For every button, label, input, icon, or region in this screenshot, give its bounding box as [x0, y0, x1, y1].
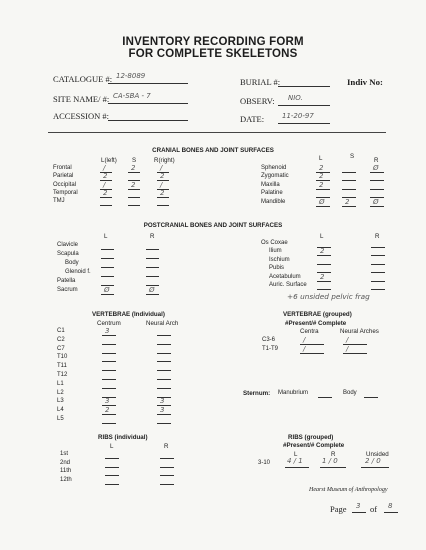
page-label: Page — [330, 504, 347, 514]
form-title-line1: INVENTORY RECORDING FORM — [122, 36, 304, 48]
vert-grp-heading: VERTEBRAE (grouped) — [283, 311, 352, 318]
post-left-r-line — [146, 258, 159, 259]
cranial-right-l[interactable]: 2 — [319, 164, 324, 172]
manubrium-blank[interactable] — [318, 397, 332, 398]
cranial-right-r-line — [370, 206, 384, 207]
vert-centrum[interactable]: 3 — [105, 327, 110, 335]
date-value[interactable]: 11-20-97 — [282, 112, 314, 120]
site-line — [108, 103, 188, 104]
rib-row-label: 11th — [60, 468, 72, 475]
vert-row-label: C7 — [57, 345, 65, 352]
cranial-right-r-line — [370, 180, 384, 181]
cranial-right-col-l: L — [319, 155, 323, 162]
vert-grp-row-label: C3-6 — [262, 337, 276, 343]
post-right-row-label: Acetabulum — [269, 273, 301, 280]
vert-arch[interactable]: 3 — [160, 406, 165, 415]
sternum-body-label: Body — [343, 390, 357, 396]
cranial-right-s-line — [342, 172, 356, 173]
page-total-line — [384, 512, 398, 513]
vert-grp-arches-line — [343, 353, 367, 354]
vert-ind-heading: VERTEBRAE (Individual) — [92, 311, 165, 318]
vert-arch-line — [157, 344, 171, 345]
cranial-left-col-s: S — [132, 157, 137, 164]
post-right-row-label: Os Coxae — [261, 240, 288, 246]
rib-r-blank[interactable] — [160, 467, 174, 468]
post-left-r-line — [146, 267, 159, 268]
ribs-grp-l-value[interactable]: 4 / 1 — [287, 457, 303, 465]
post-left-l[interactable]: Ø — [104, 285, 110, 294]
post-left-r-line — [146, 276, 159, 277]
cranial-right-row-label: Zygomatic — [261, 173, 289, 180]
post-right-row-label: Ilium — [269, 248, 282, 255]
rib-r-blank[interactable] — [160, 475, 174, 476]
cranial-left-r-line — [157, 180, 169, 181]
cranial-left-l[interactable]: 2 — [103, 172, 108, 181]
site-value[interactable]: CA-SBA - 7 — [113, 92, 151, 100]
vert-row-label: L4 — [57, 407, 64, 414]
vert-row-label: L2 — [57, 389, 64, 396]
post-right-l-line — [317, 281, 331, 282]
vert-grp-centra[interactable]: / — [303, 345, 306, 353]
page-total-value[interactable]: 8 — [388, 502, 393, 510]
cranial-right-col-r: R — [374, 157, 379, 164]
rib-r-blank[interactable] — [160, 458, 174, 459]
rib-row-label: 1st — [60, 451, 69, 457]
sternum-label: Sternum: — [243, 390, 271, 397]
post-right-r-line — [371, 264, 385, 265]
vert-row-label: T10 — [57, 354, 68, 361]
post-left-l-line — [101, 267, 114, 268]
cranial-right-r-line — [370, 172, 384, 173]
post-left-l-line — [101, 249, 114, 250]
rib-row-label: 12th — [60, 477, 72, 484]
cranial-left-col-l: L(left) — [101, 157, 117, 164]
cranial-right-row-label: Maxilla — [261, 181, 280, 188]
header-divider — [48, 132, 386, 133]
rib-row-label: 2nd — [60, 459, 71, 466]
rib-r-blank[interactable] — [160, 484, 174, 485]
vert-arch-line — [157, 379, 171, 380]
cranial-right-l[interactable]: Ø — [319, 197, 325, 206]
ribs-grp-r-line — [320, 467, 346, 468]
vert-grp-centra[interactable]: / — [303, 336, 306, 344]
cranial-left-s-line — [128, 172, 140, 173]
cranial-left-s[interactable]: 2 — [131, 164, 136, 172]
vert-row-label: T11 — [57, 363, 67, 370]
date-label: DATE: — [240, 114, 265, 124]
page-num-value[interactable]: 3 — [356, 502, 361, 510]
vert-centrum-line — [102, 379, 116, 380]
ribs-grp-u-line — [361, 467, 389, 468]
cranial-left-row-label: Frontal — [53, 165, 72, 171]
ribs-grp-r-value[interactable]: 1 / 0 — [322, 457, 338, 465]
vert-arch-col: Neural Arch — [146, 320, 179, 327]
cranial-right-row-label: Palatine — [261, 190, 283, 197]
post-right-r-line — [371, 272, 385, 273]
date-line — [278, 123, 330, 124]
cranial-left-l-line — [100, 180, 112, 181]
catalogue-line — [108, 83, 188, 84]
ribs-grp-col-r: R — [331, 451, 336, 458]
vert-grp-sub: #Present/# Complete — [285, 320, 347, 327]
cranial-right-s[interactable]: 2 — [345, 197, 350, 206]
cranial-left-r[interactable]: 2 — [160, 188, 165, 197]
museum-name: Hearst Museum of Anthropology — [309, 487, 388, 493]
post-right-l-line — [317, 255, 331, 256]
cranial-left-row-label: TMJ — [53, 198, 65, 205]
vert-centrum-col: Centrum — [97, 320, 121, 327]
ribs-grp-row-label: 3-10 — [258, 460, 271, 466]
rib-l-blank[interactable] — [105, 467, 119, 468]
ribs-grp-col-unsided: Unsided — [366, 451, 389, 458]
cranial-right-s-line — [342, 189, 356, 190]
vert-grp-col-centra: Centra — [300, 328, 319, 335]
vert-row-label: L1 — [57, 380, 64, 387]
vert-grp-centra-line — [300, 353, 324, 354]
post-left-row-label: Sacrum — [57, 286, 78, 293]
cranial-right-l[interactable]: 2 — [319, 172, 324, 181]
post-right-col-l: L — [320, 233, 324, 240]
cranial-left-l-line — [100, 205, 112, 206]
cranial-left-s-line — [128, 197, 140, 198]
vert-row-label: T12 — [57, 372, 68, 378]
cranial-left-r-line — [157, 205, 169, 206]
cranial-left-l[interactable]: 2 — [103, 188, 108, 197]
vert-grp-row-label: T1-T9 — [262, 346, 279, 352]
post-right-r-line — [371, 247, 385, 248]
post-right-l-line — [317, 264, 331, 265]
burial-line — [278, 86, 330, 87]
ribs-grp-l-line — [285, 467, 309, 468]
post-left-row-label: Glenoid f. — [65, 268, 91, 275]
site-label: SITE NAME/ #: — [53, 94, 110, 104]
cranial-right-s-line — [342, 206, 356, 207]
post-right-r-line — [371, 255, 385, 256]
cranial-left-l[interactable]: / — [103, 164, 106, 172]
vert-row-label: C1 — [57, 328, 65, 334]
catalogue-value[interactable]: 12-8089 — [116, 72, 146, 80]
post-left-row-label: Clavicle — [57, 242, 79, 248]
observ-label: OBSERV: — [240, 96, 275, 106]
vert-row-label: C2 — [57, 336, 65, 343]
vert-arch-line — [157, 353, 171, 354]
vert-centrum-line — [102, 361, 116, 362]
post-left-row-label: Scapula — [57, 250, 79, 257]
post-left-r-line — [146, 294, 159, 295]
vert-arch-line — [157, 335, 171, 336]
cranial-right-r[interactable]: Ø — [373, 197, 379, 206]
post-right-l-line — [317, 289, 331, 290]
post-right-row-label: Ischium — [269, 256, 290, 263]
cranial-left-r[interactable]: / — [160, 164, 163, 172]
cranial-right-s-line — [342, 180, 356, 181]
post-left-l-line — [101, 294, 114, 295]
page-of-label: of — [370, 504, 378, 514]
ribs-grp-sub: #Present/# Complete — [283, 442, 345, 449]
vert-centrum[interactable]: 2 — [105, 406, 110, 415]
post-left-row-label: Patella — [57, 277, 76, 284]
post-left-l-line — [101, 276, 114, 277]
ribs-ind-heading: RIBS (individual) — [98, 434, 148, 441]
post-left-r[interactable]: Ø — [149, 285, 155, 294]
vert-grp-arches[interactable]: / — [346, 345, 349, 353]
ribs-grp-col-l: L — [294, 451, 298, 458]
burial-label: BURIAL #: — [240, 77, 281, 87]
post-left-row-label: Body — [65, 259, 79, 266]
page-num-line — [352, 512, 366, 513]
vert-arch-line — [157, 414, 171, 415]
cranial-left-s-line — [128, 205, 140, 206]
post-right-r-line — [371, 281, 385, 282]
cranial-right-l[interactable]: 2 — [319, 180, 324, 189]
vert-centrum-line — [102, 414, 116, 415]
post-right-row-label: Auric. Surface — [269, 282, 307, 288]
postcranial-heading: POSTCRANIAL BONES AND JOINT SURFACES — [143, 222, 283, 229]
accession-line — [108, 120, 188, 121]
cranial-left-col-r: R(right) — [154, 157, 175, 164]
cranial-right-r[interactable]: Ø — [373, 164, 379, 172]
vert-centrum-line — [102, 423, 116, 424]
cranial-left-s-line — [128, 189, 140, 190]
cranial-left-s[interactable]: 2 — [131, 180, 136, 189]
rib-l-blank[interactable] — [105, 458, 119, 459]
cranial-left-row-label: Occipital — [53, 181, 77, 188]
cranial-left-l-line — [100, 197, 112, 198]
vert-centrum-line — [102, 335, 116, 336]
vert-grp-col-arches: Neural Arches — [340, 328, 379, 335]
form-title-line2: FOR COMPLETE SKELETONS — [128, 48, 298, 60]
post-left-col-l: L — [104, 233, 108, 240]
vert-row-label: L5 — [57, 416, 64, 422]
post-left-l-line — [101, 258, 114, 259]
ribs-grp-heading: RIBS (grouped) — [288, 434, 334, 441]
cranial-left-r-line — [157, 197, 169, 198]
vert-centrum-line — [102, 388, 116, 389]
rib-l-blank[interactable] — [105, 475, 119, 476]
indiv-label: Indiv No: — [347, 77, 383, 87]
post-right-row-label: Pubis — [269, 265, 285, 272]
vert-row-label: L3 — [57, 398, 64, 405]
vert-arch-line — [157, 388, 171, 389]
sternum-body-blank[interactable] — [364, 397, 378, 398]
catalogue-label: CATALOGUE #: — [53, 74, 113, 84]
cranial-right-col-s: S — [350, 153, 355, 160]
vert-arch[interactable]: 3 — [160, 397, 165, 406]
cranial-left-r[interactable]: 2 — [160, 172, 165, 181]
vert-grp-arches[interactable]: / — [346, 336, 349, 344]
ribs-grp-u-value[interactable]: 2 / 0 — [365, 457, 381, 465]
pelvic-note[interactable]: +6 unsided pelvic frag — [287, 292, 370, 301]
post-right-l[interactable]: 2 — [320, 247, 325, 256]
post-right-col-r: R — [375, 233, 380, 240]
cranial-right-r-line — [370, 189, 384, 190]
post-left-r-line — [146, 249, 159, 250]
cranial-left-row-label: Temporal — [53, 189, 78, 196]
ribs-ind-col-l: L — [110, 443, 114, 450]
vert-centrum-line — [102, 353, 116, 354]
cranial-right-row-label: Sphenoid — [261, 165, 287, 171]
vert-arch-line — [157, 370, 171, 371]
vert-centrum-line — [102, 344, 116, 345]
cranial-right-row-label: Mandible — [261, 198, 286, 205]
cranial-left-row-label: Parietal — [53, 173, 74, 180]
vert-arch-line — [157, 423, 171, 424]
vert-centrum-line — [102, 370, 116, 371]
vert-centrum[interactable]: 3 — [105, 397, 110, 406]
cranial-heading: CRANIAL BONES AND JOINT SURFACES — [152, 147, 274, 154]
cranial-right-l-line — [316, 206, 330, 207]
observ-line — [278, 105, 330, 106]
accession-label: ACCESSION #: — [53, 111, 109, 121]
ribs-ind-col-r: R — [164, 443, 169, 450]
cranial-right-l-line — [316, 189, 330, 190]
rib-l-blank[interactable] — [105, 484, 119, 485]
cranial-left-l[interactable]: / — [103, 180, 106, 189]
observ-value[interactable]: NIO. — [288, 94, 303, 102]
post-left-col-r: R — [150, 233, 155, 240]
manubrium-label: Manubrium — [278, 390, 309, 396]
cranial-left-r[interactable]: / — [160, 180, 163, 189]
vert-arch-line — [157, 361, 171, 362]
post-right-l[interactable]: 2 — [320, 272, 325, 281]
post-right-r-line — [371, 289, 385, 290]
